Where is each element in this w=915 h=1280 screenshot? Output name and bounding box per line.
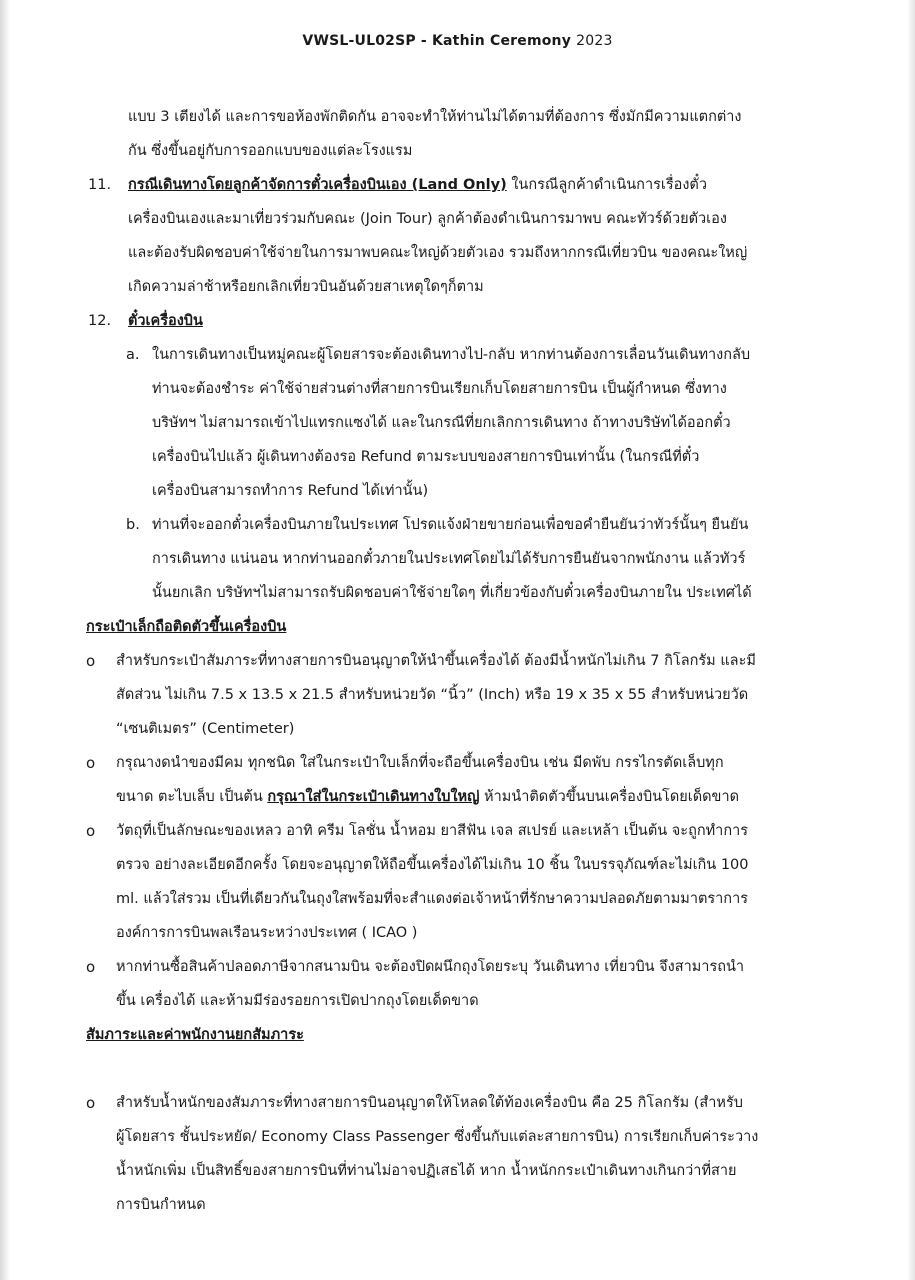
bullet-icon: o [86,652,96,670]
item-12a-line: ท่านจะต้องชำระ ค่าใช้จ่ายส่วนต่างที่สายการบินเรียกเก็บโดยสายการบิน เป็นผู้กำหนด ซึ่งทาง [152,381,727,397]
baggage-line: น้ำหนักเพิ่ม เป็นสิทธิ์ของสายการบินที่ท่านไม่อาจปฏิเสธได้ หาก น้ำหนักกระเป๋าเดินทางเกินกว่าที่สาย [116,1163,737,1179]
item-12a-line: บริษัทฯ ไม่สามารถเข้าไปแทรกแซงได้ และในกรณีที่ยกเลิกการเดินทาง ถ้าทางบริษัทได้ออกตั๋ว [152,415,731,431]
item-12b-line [0,508,915,542]
document-body [0,100,915,1222]
item-12a-text: ในการเดินทางเป็นหมู่คณะผู้โดยสารจะต้องเดินทางไป-กลับ หากท่านต้องการเลื่อนวันเดินทางกลับ [152,347,751,363]
item-12b-line: นั้นยกเลิก บริษัทฯไม่สามารถรับผิดชอบค่าใช้จ่ายใดๆ ที่เกี่ยวข้องกับตั๋วเครื่องบินภายใน ประเทศได้ [152,585,752,601]
spacer [0,1052,915,1086]
item-11-line: เครื่องบินเองและมาเที่ยวร่วมกับคณะ (Join Tour) ลูกค้าต้องดำเนินการมาพบ คณะทัวร์ด้วยตัวเอง [128,211,727,227]
carry-on-heading: กระเป๋าเล็กถือติดตัวขึ้นเครื่องบิน [86,619,287,635]
baggage-text: สำหรับน้ำหนักของสัมภาระที่ทางสายการบินอนุญาตให้โหลดใต้ท้องเครื่องบิน คือ 25 กิโลกรัม (สำหรับ [116,1095,743,1111]
carry-on-line: องค์การการบินพลเรือนระหว่างประเทศ ( ICAO ) [116,925,418,941]
item-11-title-rest: ในกรณีลูกค้าดำเนินการเรื่องตั๋ว [506,177,707,193]
item-12-number: 12. [88,313,112,329]
carry-on-line: ml. แล้วใส่รวม เป็นที่เดียวกันในถุงใสพร้อมที่จะสำแดงต่อเจ้าหน้าที่รักษาความปลอดภัยตามมาตราการ [116,891,749,907]
item-12a-line: เครื่องบินสามารถทำการ Refund ได้เท่านั้น) [152,483,429,499]
document-title: VWSL-UL02SP - Kathin Ceremony [302,33,572,49]
carry-on-text: วัตถุที่เป็นลักษณะของเหลว อาทิ ครีม โลชั่น น้ำหอม ยาสีฟัน เจล สเปรย์ และเหล้า เป็นต้น จะถูกทำการ [116,823,749,839]
document-year: 2023 [576,33,613,49]
carry-on-bullet-line [0,644,915,678]
item-12b-line: การเดินทาง แน่นอน หากท่านออกตั๋วภายในประเทศโดยไม่ได้รับการยืนยันจากพนักงาน แล้วทัวร์ [152,551,746,567]
item-12a-letter: a. [126,347,140,363]
item-12b-letter: b. [126,517,140,533]
baggage-line: การบินกำหนด [116,1197,206,1213]
item-11-line: เกิดความล่าช้าหรือยกเลิกเที่ยวบินอันด้วยสาเหตุใดๆก็ตาม [128,279,484,295]
item-12-title: ตั๋วเครื่องบิน [128,313,203,329]
carry-on-text: กรุณางดนำของมีคม ทุกชนิด ใส่ในกระเป๋าใบเล็กที่จะถือขึ้นเครื่องบิน เช่น มีดพับ กรรไกรตัดเล็บทุก [116,755,724,771]
carry-on-line [0,780,915,814]
baggage-line: ผู้โดยสาร ชั้นประหยัด/ Economy Class Passenger ซึ่งขึ้นกับแต่ละสายการบิน) การเรียกเก็บค่าระวาง [116,1129,759,1145]
document-header [0,33,915,49]
carry-on-bullet-line [0,746,915,780]
item-11-line: และต้องรับผิดชอบค่าใช้จ่ายในการมาพบคณะใหญ่ด้วยตัวเอง รวมถึงหากกรณีเที่ยวบิน ของคณะใหญ่ [128,245,748,261]
carry-on-line: ขึ้น เครื่องได้ และห้ามมีร่องรอยการเปิดปากถุงโดยเด็ดขาด [116,993,479,1009]
item-11-line [0,168,915,202]
intro-line: แบบ 3 เตียงได้ และการขอห้องพักติดกัน อาจจะทำให้ท่านไม่ได้ตามที่ต้องการ ซึ่งมักมีความแตกต่าง [128,109,742,125]
item-11-number: 11. [88,177,112,193]
carry-on-line: ตรวจ อย่างละเอียดอีกครั้ง โดยจะอนุญาตให้ถือขึ้นเครื่องได้ไม่เกิน 10 ชิ้น ในบรรจุภัณฑ์ละไม่เกิน 100 [116,857,749,873]
carry-on-line: สัดส่วน ไม่เกิน 7.5 x 13.5 x 21.5 สำหรับหน่วยวัด “นิ้ว” (Inch) หรือ 19 x 35 x 55 สำหรับหน่วยวัด [116,687,749,703]
carry-on-bullet-line [0,814,915,848]
intro-line: กัน ซึ่งขึ้นอยู่กับการออกแบบของแต่ละโรงแรม [128,143,413,159]
item-12a-line: เครื่องบินไปแล้ว ผู้เดินทางต้องรอ Refund ตามระบบของสายการบินเท่านั้น (ในกรณีที่ตั๋ว [152,449,700,465]
item-12-line [0,304,915,338]
item-11-title: กรณีเดินทางโดยลูกค้าจัดการตั๋วเครื่องบินเอง (Land Only) [128,177,507,193]
item-12a-line [0,338,915,372]
carry-on-text-pre: ขนาด ตะไบเล็บ เป็นต้น [116,789,268,805]
baggage-heading: สัมภาระและค่าพนักงานยกสัมภาระ [86,1027,304,1043]
item-12b-text: ท่านที่จะออกตั๋วเครื่องบินภายในประเทศ โปรดแจ้งฝ่ายขายก่อนเพื่อขอคำยืนยันว่าทัวร์นั้นๆ ยืนยัน [152,517,749,533]
carry-on-text-post: ห้ามนำติดตัวขึ้นบนเครื่องบินโดยเด็ดขาด [479,789,740,805]
carry-on-line: “เซนติเมตร” (Centimeter) [116,721,295,737]
carry-on-text-emphasis: กรุณาใส่ในกระเป๋าเดินทางใบใหญ่ [267,789,480,805]
baggage-bullet-line [0,1086,915,1120]
bullet-icon: o [86,822,96,840]
carry-on-bullet-line [0,950,915,984]
bullet-icon: o [86,958,96,976]
bullet-icon: o [86,754,96,772]
bullet-icon: o [86,1094,96,1112]
carry-on-text: สำหรับกระเป๋าสัมภาระที่ทางสายการบินอนุญาตให้นำขึ้นเครื่องได้ ต้องมีน้ำหนักไม่เกิน 7 กิโลกรัม และมี [116,653,756,669]
carry-on-text: หากท่านซื้อสินค้าปลอดภาษีจากสนามบิน จะต้องปิดผนึกถุงโดยระบุ วันเดินทาง เที่ยวบิน จึงสามารถนำ [116,959,745,975]
